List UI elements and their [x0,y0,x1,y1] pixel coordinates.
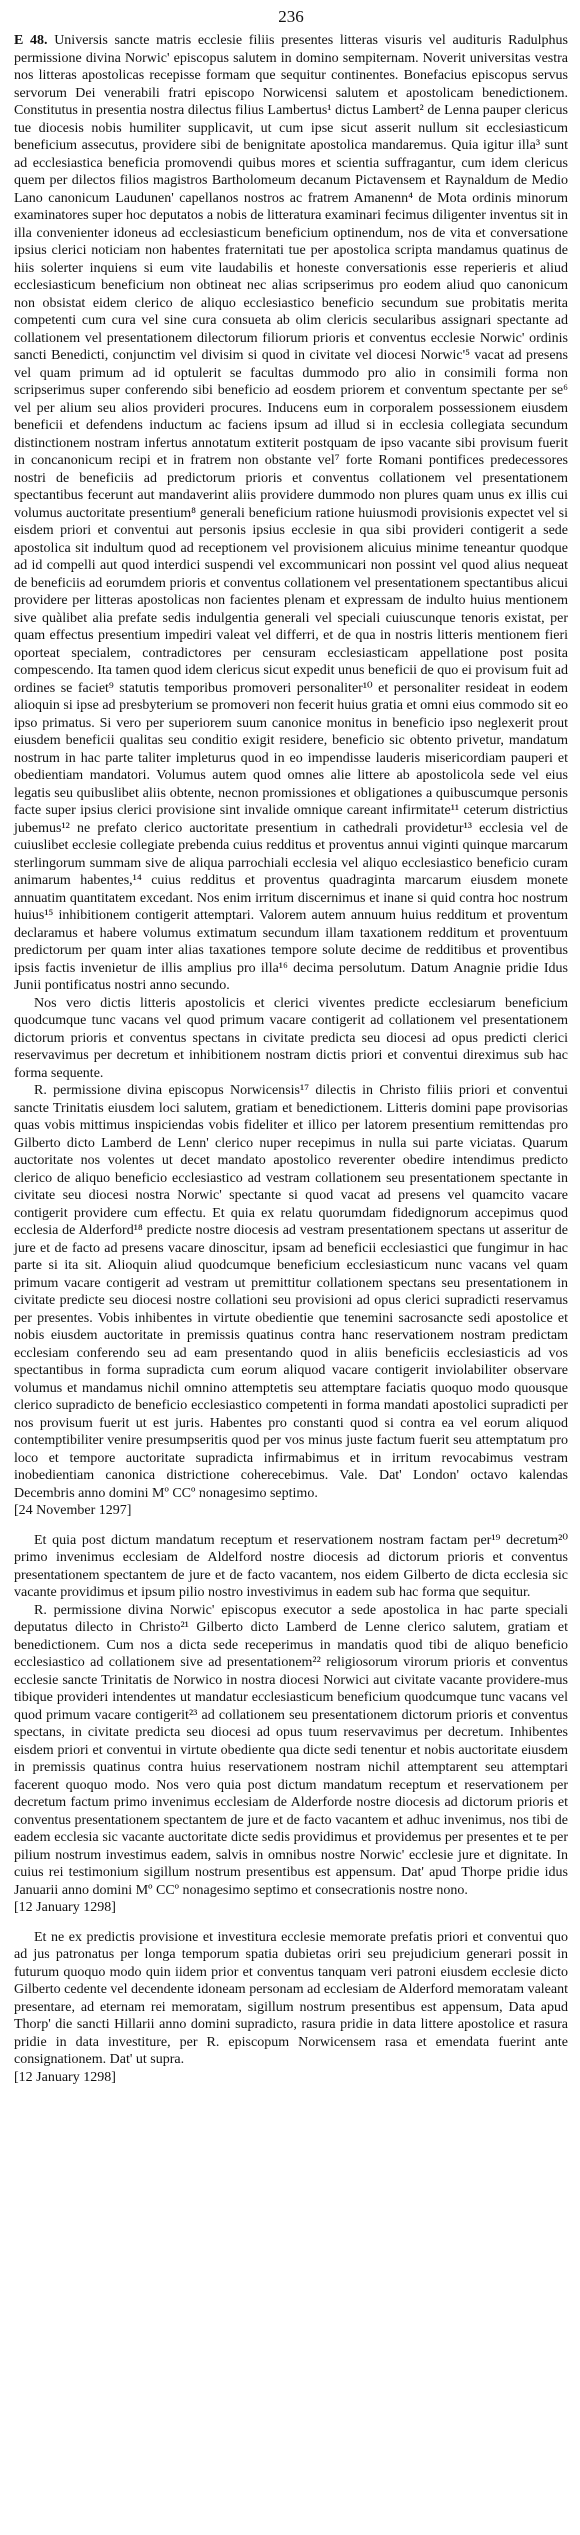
entry-paragraph-2: Nos vero dictis litteris apostolicis et clerici viventes predicte ecclesiarum beneficium quodcumque tunc vacans vel quod primum vacare contigerit ad collationem vel presentationem dictorum prioris et conventus spectans in civitate predicta seu diocesi ad opus predicti clerici reservavimus per decretum et inhibitionem nostram dictis priori et conventui direximus sub hac forma sequente. [14,995,568,1081]
spacer [14,1921,568,1929]
entry-paragraph-1-text: Universis sancte matris ecclesie filiis presentes litteras visuris vel audituris Radulphus permissione divina Norwic' episcopus salutem in domino sempiternam. Noverit universitas vestra nos litteras apostolicas recepisse formam que sequitur continentes. Bonefacius episcopus servus servorum Dei venerabili fratri episcopo Norwicensi salutem et apostolicam benedictionem. Constitutus in presentia nostra dilectus filius Lambertus¹ dictus Lambert² de Lenna pauper clericus tue diocesis nobis humiliter supplicavit, ut cum ipse sicut asserit nullum sit ecclesiasticum beneficium assecutus, providere sibi de benignitate apostolica mandaremus. Quia igitur illa³ sunt ad ecclesiastica beneficia promovendi quibus mores et scientia suffragantur, cum idem clericus quem per dilectos filios magistros Bartholomeum decanum Pictavensem et Raynaldum de Medio Lano canonicum Laudunen' capellanos nostros ac fratrem Amanenn⁴ de Mota ordinis minorum examinatores super hoc deputatos a nobis de litteratura examinari fecimus diligenter inventus sit in illa convenienter idoneus ad ecclesiasticum beneficium optinendum, nos de vita et conversatione ipsius clerici noticiam non habentes fraternitati tue per apostolica scripta mandamus quatinus de hiis solerter inquiens si eum vite laudabilis et honeste conversationis esse reperieris et aliud ecclesiasticum beneficium non obtineat nec alias scripserimus pro eodem aliud quo canonicum non obsistat eidem clerico de aliquo ecclesiastico beneficio secundum sue probitatis merita competenti cum cura vel sine cura consueta ab olim clericis secularibus assignari spectante ad collationem vel presentationem dilectorum filiorum prioris et conventus ecclesie Norwic' ordinis sancti Benedicti, conjunctim vel divisim si quod in civitate vel diocesi Norwic'⁵ vacat ad presens vel quam primum ad id optulerit se facultas dummodo pro alio in consimili forma non scripserimus super conferendo sibi beneficio ad eosdem priorem et conventum spectante per se⁶ vel per alium seu alios provideri procures. Inducens eum in corporalem possessionem eiusdem beneficii et defendens inductum ac faciens ipsum ad illud si in ecclesia collegiata secundum distinctionem nostram infertus annotatum extiterit postquam de ipso vacante sibi provisum fuerit in concanonicum recipi et in fratrem non obstante vel⁷ forte Romani pontifices predecessores nostri de beneficiis ad predictorum prioris et conventus collationem vel presentationem spectantibus fecerunt aut mandaverint aliis providere dummodo non plures quam unus ex illis cui volumus auctoritate presentium⁸ generali beneficium ratione huiusmodi provisionis expectet vel si eisdem priori et conventui aut personis ipsius ecclesie in qua sibi provideri contigerit a sede apostolica sit indultum quod ad receptionem vel provisionem alicuius minime teneantur quodque ad id compelli aut quod interdici suspendi vel excommunicari non possint vel quod alius nequeat de beneficiis ad eorumdem prioris et conventus collationem vel presentationem spectantibus alicui providere per litteras apostolicas non facientes plenam et expressam de indulto huius mentionem sive quàlibet alia prefate sedis indulgentia generali vel speciali cuiuscunque tenoris existat, per quam effectus presentium impediri valeat vel differri, et de qua in nostris litteris mentionem fieri oporteat specialem, contradictores per censuram ecclesiasticam appellatione post posita compescendo. Ita tamen quod idem clericus sicut expedit unus beneficii de quo ei provisum fuit ad ordines se faciet⁹ statutis temporibus promoveri personaliter¹⁰ et personaliter resideat in eodem alioquin si ipse ad presbyterium se promoveri non fecerit huius gratia et omni eius commodo sit eo ipso primatus. Si vero per superiorem suum canonice monitus in beneficio ipso neglexerit prout eiusdem beneficii qualitas seu conditio exigit residere, beneficio sic obtento privetur, mandatum nostrum in hac parte taliter impleturus quod in eo impendisse lauderis misericordiam pauperi et obedientiam mandatori. Volumus autem quod omnes alie littere ab apostolicola sede vel eius legatis seu quibuslibet aliis obtente, necnon promissiones et obligationes a quibuscumque personis facte super ipsius clerici provisione sint invalide omnique careant infirmitate¹¹ ceterum districtius jubemus¹² ne prefato clerico auctoritate presentium in cathedrali providetur¹³ ecclesia vel de cuiuslibet ecclesie collegiate prebenda cuius redditus et proventus annui viginti quinque marcarum sterlingorum summam sive de aliqua parrochiali ecclesia vel aliquo ecclesiastico beneficio curam animarum habentes,¹⁴ cuius redditus et proventus quadraginta marcarum eiusdem monete annuatim quantitatem excedant. Nos enim irritum discernimus et inane si quid contra hoc nostrum huius¹⁵ inhibitionem contigerit attemptari. Valorem autem annuum huius redditum et proventum declaramus et habere volumus extimatum secundum illam taxationem redditum et proventuum predictorum per quam inter alias taxationes tempore solute decime de redditibus et proventibus ipsis factis invenietur de illis amplius pro illa¹⁶ decima persolutum. Datum Anagnie pridie Idus Junii pontificatus nostri anno secundo. [14,33,569,993]
spacer [14,1524,568,1532]
date-line-1: [24 November 1297] [14,1503,132,1518]
date-line-3: [12 January 1298] [14,2069,116,2085]
page-number: 236 [278,7,304,26]
entry-paragraph-1 [14,32,568,995]
entry-paragraph-3: R. permissione divina episcopus Norwicensis¹⁷ dilectis in Christo filiis priori et conventui sancte Trinitatis eiusdem loci salutem, gratiam et benedictionem. Litteris domini pape provisorias quas vobis mittimus inspiciendas vobis fideliter et illico per latorem presentium remittendas pro Gilberto dicto Lamberd de Lenn' clerico nuper recepimus in nulla sui parte viciatas. Quarum auctoritate nos volentes ut decet mandato apostolico reverenter obedire intendimus predicto clerico de aliquo beneficio ecclesiastico ad vestram collationem seu presentationem spectante in civitate seu diocesi nostra Norwic' spectante si quod vacat ad presens vel quamcito vacare contigerit providere cum effectu. Et quia ex relatu quorumdam fidedignorum accepimus quod ecclesia de Alderford¹⁸ predicte nostre diocesis ad vestram presentationem spectans ut asseritur de jure et de facto ad presens vacare dinoscitur, ipsam ad beneficii ecclesiastici que fungimur in hac parte si ita sit. Alioquin aliud quodcumque beneficium ecclesiasticum nunc vacans vel quam primum vacare contigerit ad vestram ut premittitur collationem spectans seu presentationem in civitate predicte seu diocesi nostre collationi seu provisioni ad opus clerici supradicti reservamus per presentes. Vobis inhibentes in virtute obedientie que tenemini sacrosancte sedi apostolice et nobis eiusdem auctoritate in premissis quatinus contra hanc reservationem nostram predictam ecclesiam conferendo seu ad eam presentando quod in aliis beneficiis ecclesiasticis ad vos spectantibus in forma supradicta cum eorum aliquod vacare contigerit inviolabiliter observare volumus et mandamus nichil omnino attemptetis seu attemptare faciatis quoquo modo quousque clerico supradicto de beneficio ecclesiastico competenti in forma mandati apostolici supradicti per nos provisum fuerit ut est juris. Habentes pro constanti quod si contra ea vel eorum aliquod contemptibiliter venire presumpseritis quod per vos minus juste factum fuerit seu attemptatum pro loco et tempore auctoritate supradicta infirmabimus et in irritum revocabimus vestram inobedientiam canonica districtione coherecebimus. Vale. Dat' London' octavo kalendas Decembris anno domini Mº CCº nonagesimo septimo. [14,1083,568,1501]
entry-id: E 48. [14,33,48,48]
entry-paragraph-6: Et ne ex predictis provisione et investitura ecclesie memorate prefatis priori et conventui quo ad jus patronatus per longa temporum spatia dubietas oriri seu prejudicium generari possit in futurum quoquo modo quin iidem prior et conventus tanquam veri patroni eiusdem ecclesie dicto Gilberto cedente vel decendente idoneam personam ad ecclesiam de Alderford memoratam valeant presentare, ad eternam rei memoratam, sigillum nostrum presentibus est appensum, Data apud Thorp' die sancti Hillarii anno domini supradicto, rasura pridie in data littere apostolice et rasura pridie in data investiture, per R. episcopum Norwicensem rasa et emendata fuerint ante consignationem. Dat' ut supra. [14,1929,568,2067]
entry-paragraph-5: R. permissione divina Norwic' episcopus executor a sede apostolica in hac parte speciali deputatus dilecto in Christo²¹ Gilberto dicto Lamberd de Lenne clerico salutem, gratiam et benedictionem. Cum nos a dicta sede receperimus in mandatis quod tibi de aliquo beneficio ecclesiastico ad collationem sive ad presentationem²² religiosorum virorum prioris et conventus ecclesie sancte Trinitatis de Norwico in nostra diocesi Norwici aut civitate vacante providere-mus tibique provideri intendentes ut mandatur ecclesiasticum beneficium quodcumque tunc vacans vel quod primum vacare contigerit²³ ad collationem seu presentationem dictorum prioris et conventus spectans, in civitate predicta seu diocesi ad opus tuum reservavimus per decretum. Inhibentes eisdem priori et conventui in virtute obediente qua dicte sedi tenentur et nobis auctoritate eiusdem in premissis quatinus contra huius reservationem nostram nichil attemptarent seu attemptari facerent quoquo modo. Nos vero quia post dictum mandatum receptum et reservationem per decretum factum primo invenimus ecclesiam de Alderforde nostre diocesis ad dictorum prioris et conventus presentationem spectantem de jure et de facto vacantem et adhuc invenimus, nos tibi de eadem ecclesia sic vacante auctoritate dicte sedis providimus et providemus per presentes et te per pilium nostrum investimus eadem, salvis in omnibus nostre Norwic' ecclesie jure et dignitate. In cuius rei testimonium sigillum nostrum presentibus est appensum. Dat' apud Thorpe pridie idus Januarii anno domini Mº CCº nonagesimo septimo et consecrationis nostre nono. [14,1602,568,1898]
date-line-2: [12 January 1298] [14,1900,116,1915]
entry-paragraph-4: Et quia post dictum mandatum receptum et reservationem nostram factam per¹⁹ decretum²⁰ primo invenimus ecclesiam de Aldelford nostre diocesis ad dictorum prioris et conventus presentationem spectantem de jure et de facto vacantem, nos eidem Gilberto de dicta ecclesia sic vacante providimus et ipsum pilio nostro investivimus in eadem sub hac forma que sequitur. [14,1532,568,1600]
